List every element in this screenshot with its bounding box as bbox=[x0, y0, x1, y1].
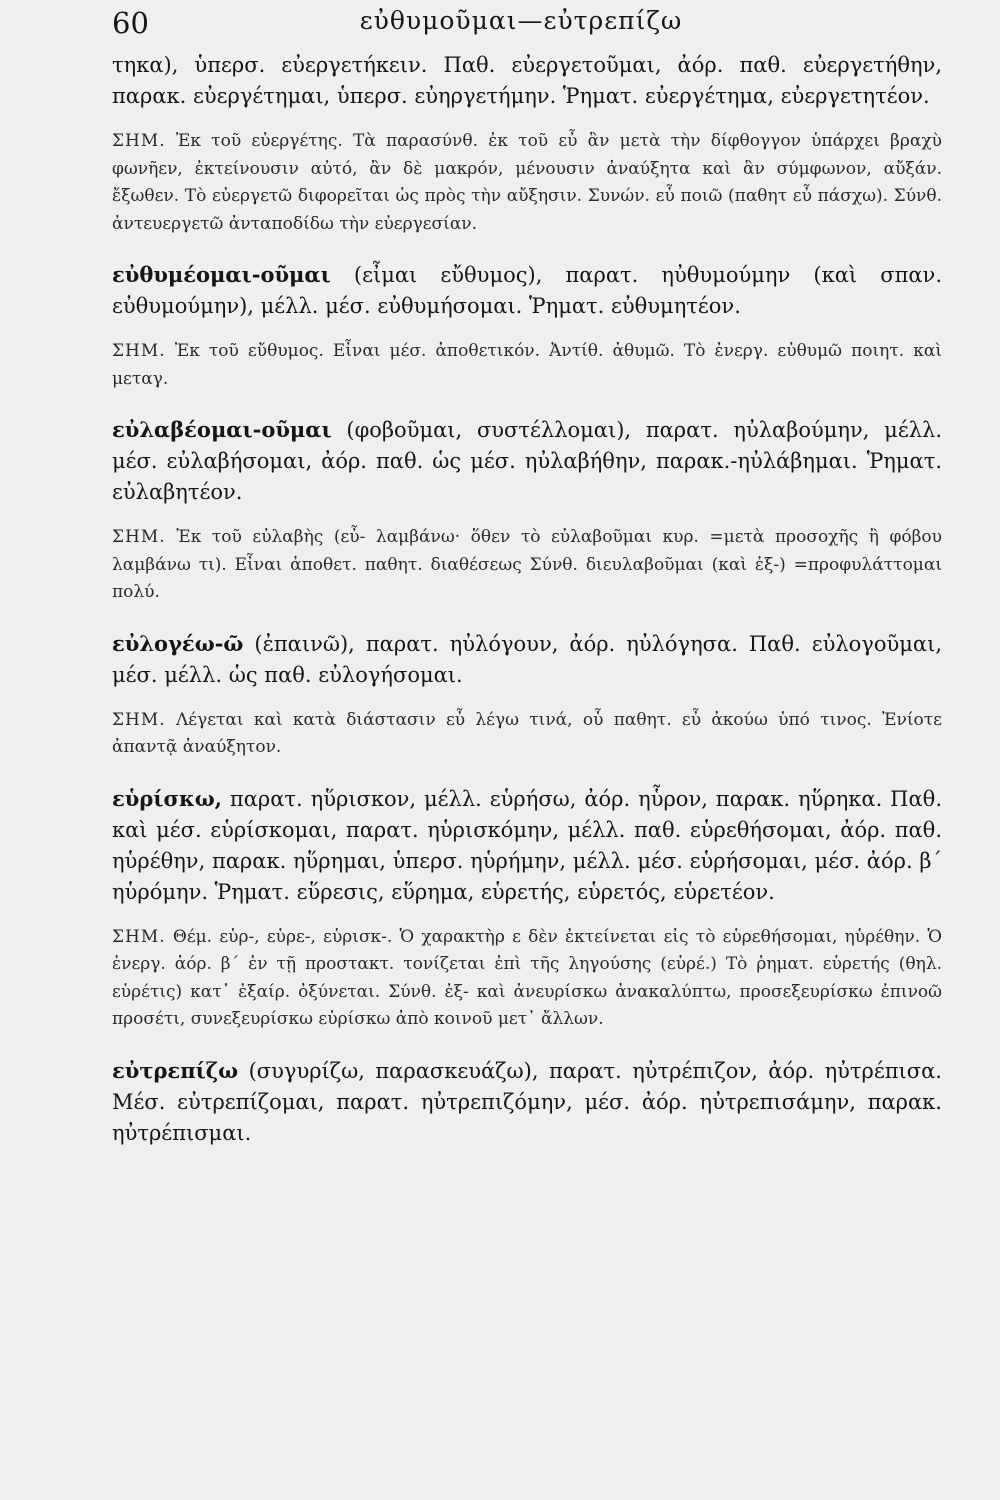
dictionary-entry bbox=[112, 259, 942, 322]
entry-headword: εὐλαβέομαι-οῦμαι bbox=[112, 417, 332, 442]
entry-text: παρατ. ηὕρισκον, μέλλ. εὑρήσω, ἀόρ. ηὗρον, παρακ. ηὕρηκα. Παθ. καὶ μέσ. εὑρίσκομαι, παρατ. ηὑρισκόμην, μέλλ. παθ. εὑρεθήσομαι, ἀόρ. παθ. ηὑρέθην, παρακ. ηὕρημαι, ὑπερσ. ηὑρήμην, μέλλ. μέσ. εὑρήσομαι, μέσ. ἀόρ. β΄ ηὑρόμην. Ῥηματ. εὕρεσις, εὕρημα, εὑρετής, εὑρετός, εὑρετέον. bbox=[112, 786, 942, 904]
note-paragraph bbox=[112, 707, 942, 762]
note-label: ΣΗΜ. bbox=[112, 131, 166, 151]
running-head: εὐθυμοῦμαι—εὐτρεπίζω bbox=[359, 6, 683, 35]
entry-headword: εὐθυμέομαι-οῦμαι bbox=[112, 262, 331, 287]
entry-headword: εὐλογέω-ῶ bbox=[112, 630, 244, 656]
entry-text: (φοβοῦμαι, συστέλλομαι), παρατ. ηὐλαβούμην, μέλλ. μέσ. εὐλαβήσομαι, ἀόρ. παθ. ὡς μέσ. ηὐλαβήθην, παρακ.-ηὐλάβημαι. Ῥηματ. εὐλαβητέον. bbox=[112, 418, 942, 504]
note-text: Θέμ. εὑρ-, εὑρε-, εὑρισκ-. Ὁ χαρακτὴρ ε δὲν ἐκτείνεται εἰς τὸ εὑρεθήσομαι, ηὑρέθην. Ὁ ἐνεργ. ἀόρ. β΄ ἐν τῇ προστακτ. τονίζεται ἐπὶ τῆς ληγούσης (εὑρέ.) Τὸ ῥηματ. εὑρετής (θηλ. εὑρέτις) κατ᾽ ἐξαίρ. ὀξύνεται. Σύνθ. ἐξ- καὶ ἀνευρίσκω ἀνακαλύπτω, προσεξευρίσκω ἐπινοῶ προσέτι, συνεξευρίσκω εὑρίσκω ἀπὸ κοινοῦ μετ᾽ ἄλλων. bbox=[112, 926, 942, 1029]
entry-text: (συγυρίζω, παρασκευάζω), παρατ. ηὐτρέπιζον, ἀόρ. ηὐτρέπισα. Μέσ. εὐτρεπίζομαι, παρατ. ηὐτρεπιζόμην, μέσ. ἀόρ. ηὐτρεπισάμην, παρακ. ηὐτρέπισμαι. bbox=[112, 1058, 942, 1145]
dictionary-entry bbox=[112, 783, 942, 908]
note-label: ΣΗΜ. bbox=[112, 926, 166, 947]
dictionary-entry bbox=[112, 1055, 942, 1149]
note-paragraph bbox=[112, 128, 942, 238]
note-text: Ἐκ τοῦ εὐλαβὴς (εὖ- λαμβάνω· ὅθεν τὸ εὐλαβοῦμαι κυρ. =μετὰ προσοχῆς ἢ φόβου λαμβάνω τι). Εἶναι ἀποθετ. παθητ. διαθέσεως Σύνθ. διευλαβοῦμαι (καὶ ἐξ-) =προφυλάττομαι πολύ. bbox=[112, 527, 943, 602]
note-label: ΣΗΜ. bbox=[112, 527, 166, 547]
note-label: ΣΗΜ. bbox=[112, 709, 166, 730]
entry-headword: εὐτρεπίζω bbox=[112, 1057, 239, 1083]
page-number: 60 bbox=[112, 6, 149, 40]
dictionary-entry bbox=[112, 414, 942, 508]
note-text: Λέγεται καὶ κατὰ διάστασιν εὖ λέγω τινά, οὗ παθητ. εὖ ἀκούω ὑπό τινος. Ἐνίοτε ἀπαντᾷ ἀναύξητον. bbox=[112, 709, 942, 757]
entry-text: τηκα), ὑπερσ. εὐεργετήκειν. Παθ. εὐεργετοῦμαι, ἀόρ. παθ. εὐεργετήθην, παρακ. εὐεργέτημαι, ὑπερσ. εὐηργετήμην. Ῥηματ. εὐεργέτημα, εὐεργετητέον. bbox=[112, 53, 942, 108]
note-text: Ἐκ τοῦ εὔθυμος. Εἶναι μέσ. ἀποθετικόν. Ἀντίθ. ἀθυμῶ. Τὸ ἐνεργ. εὐθυμῶ ποιητ. καὶ μεταγ. bbox=[112, 341, 943, 389]
page-header bbox=[112, 6, 930, 42]
entry-text: (εἶμαι εὔθυμος), παρατ. ηὐθυμούμην (καὶ σπαν. εὐθυμούμην), μέλλ. μέσ. εὐθυμήσομαι. Ῥηματ. εὐθυμητέον. bbox=[112, 263, 942, 318]
dictionary-entry bbox=[112, 628, 942, 691]
note-paragraph bbox=[112, 524, 942, 607]
note-paragraph bbox=[112, 924, 942, 1034]
note-label: ΣΗΜ. bbox=[112, 341, 166, 361]
entry-text: (ἐπαινῶ), παρατ. ηὐλόγουν, ἀόρ. ηὐλόγησα. Παθ. εὐλογοῦμαι, μέσ. μέλλ. ὡς παθ. εὐλογήσομαι. bbox=[112, 631, 942, 687]
note-text: Ἐκ τοῦ εὐεργέτης. Τὰ παρασύνθ. ἐκ τοῦ εὖ ἂν μετὰ τὴν δίφθογγον ὑπάρχει βραχὺ φωνῆεν, ἐκτείνουσιν αὐτό, ἂν δὲ μακρόν, μένουσιν ἀναύξητα καὶ ἂν σύμφωνον, αὔξάν. ἔξωθεν. Τὸ εὐεργετῶ διφορεῖται ὡς πρὸς τὴν αὔξησιν. Συνών. εὖ ποιῶ (παθητ εὖ πάσχω). Σύνθ. ἀντευεργετῶ ἀνταποδίδω τὴν εὐεργεσίαν. bbox=[112, 131, 942, 234]
note-paragraph bbox=[112, 338, 942, 393]
entry-headword: εὑρίσκω, bbox=[112, 785, 222, 811]
entry-continuation bbox=[112, 50, 942, 112]
page-body bbox=[112, 50, 942, 1165]
